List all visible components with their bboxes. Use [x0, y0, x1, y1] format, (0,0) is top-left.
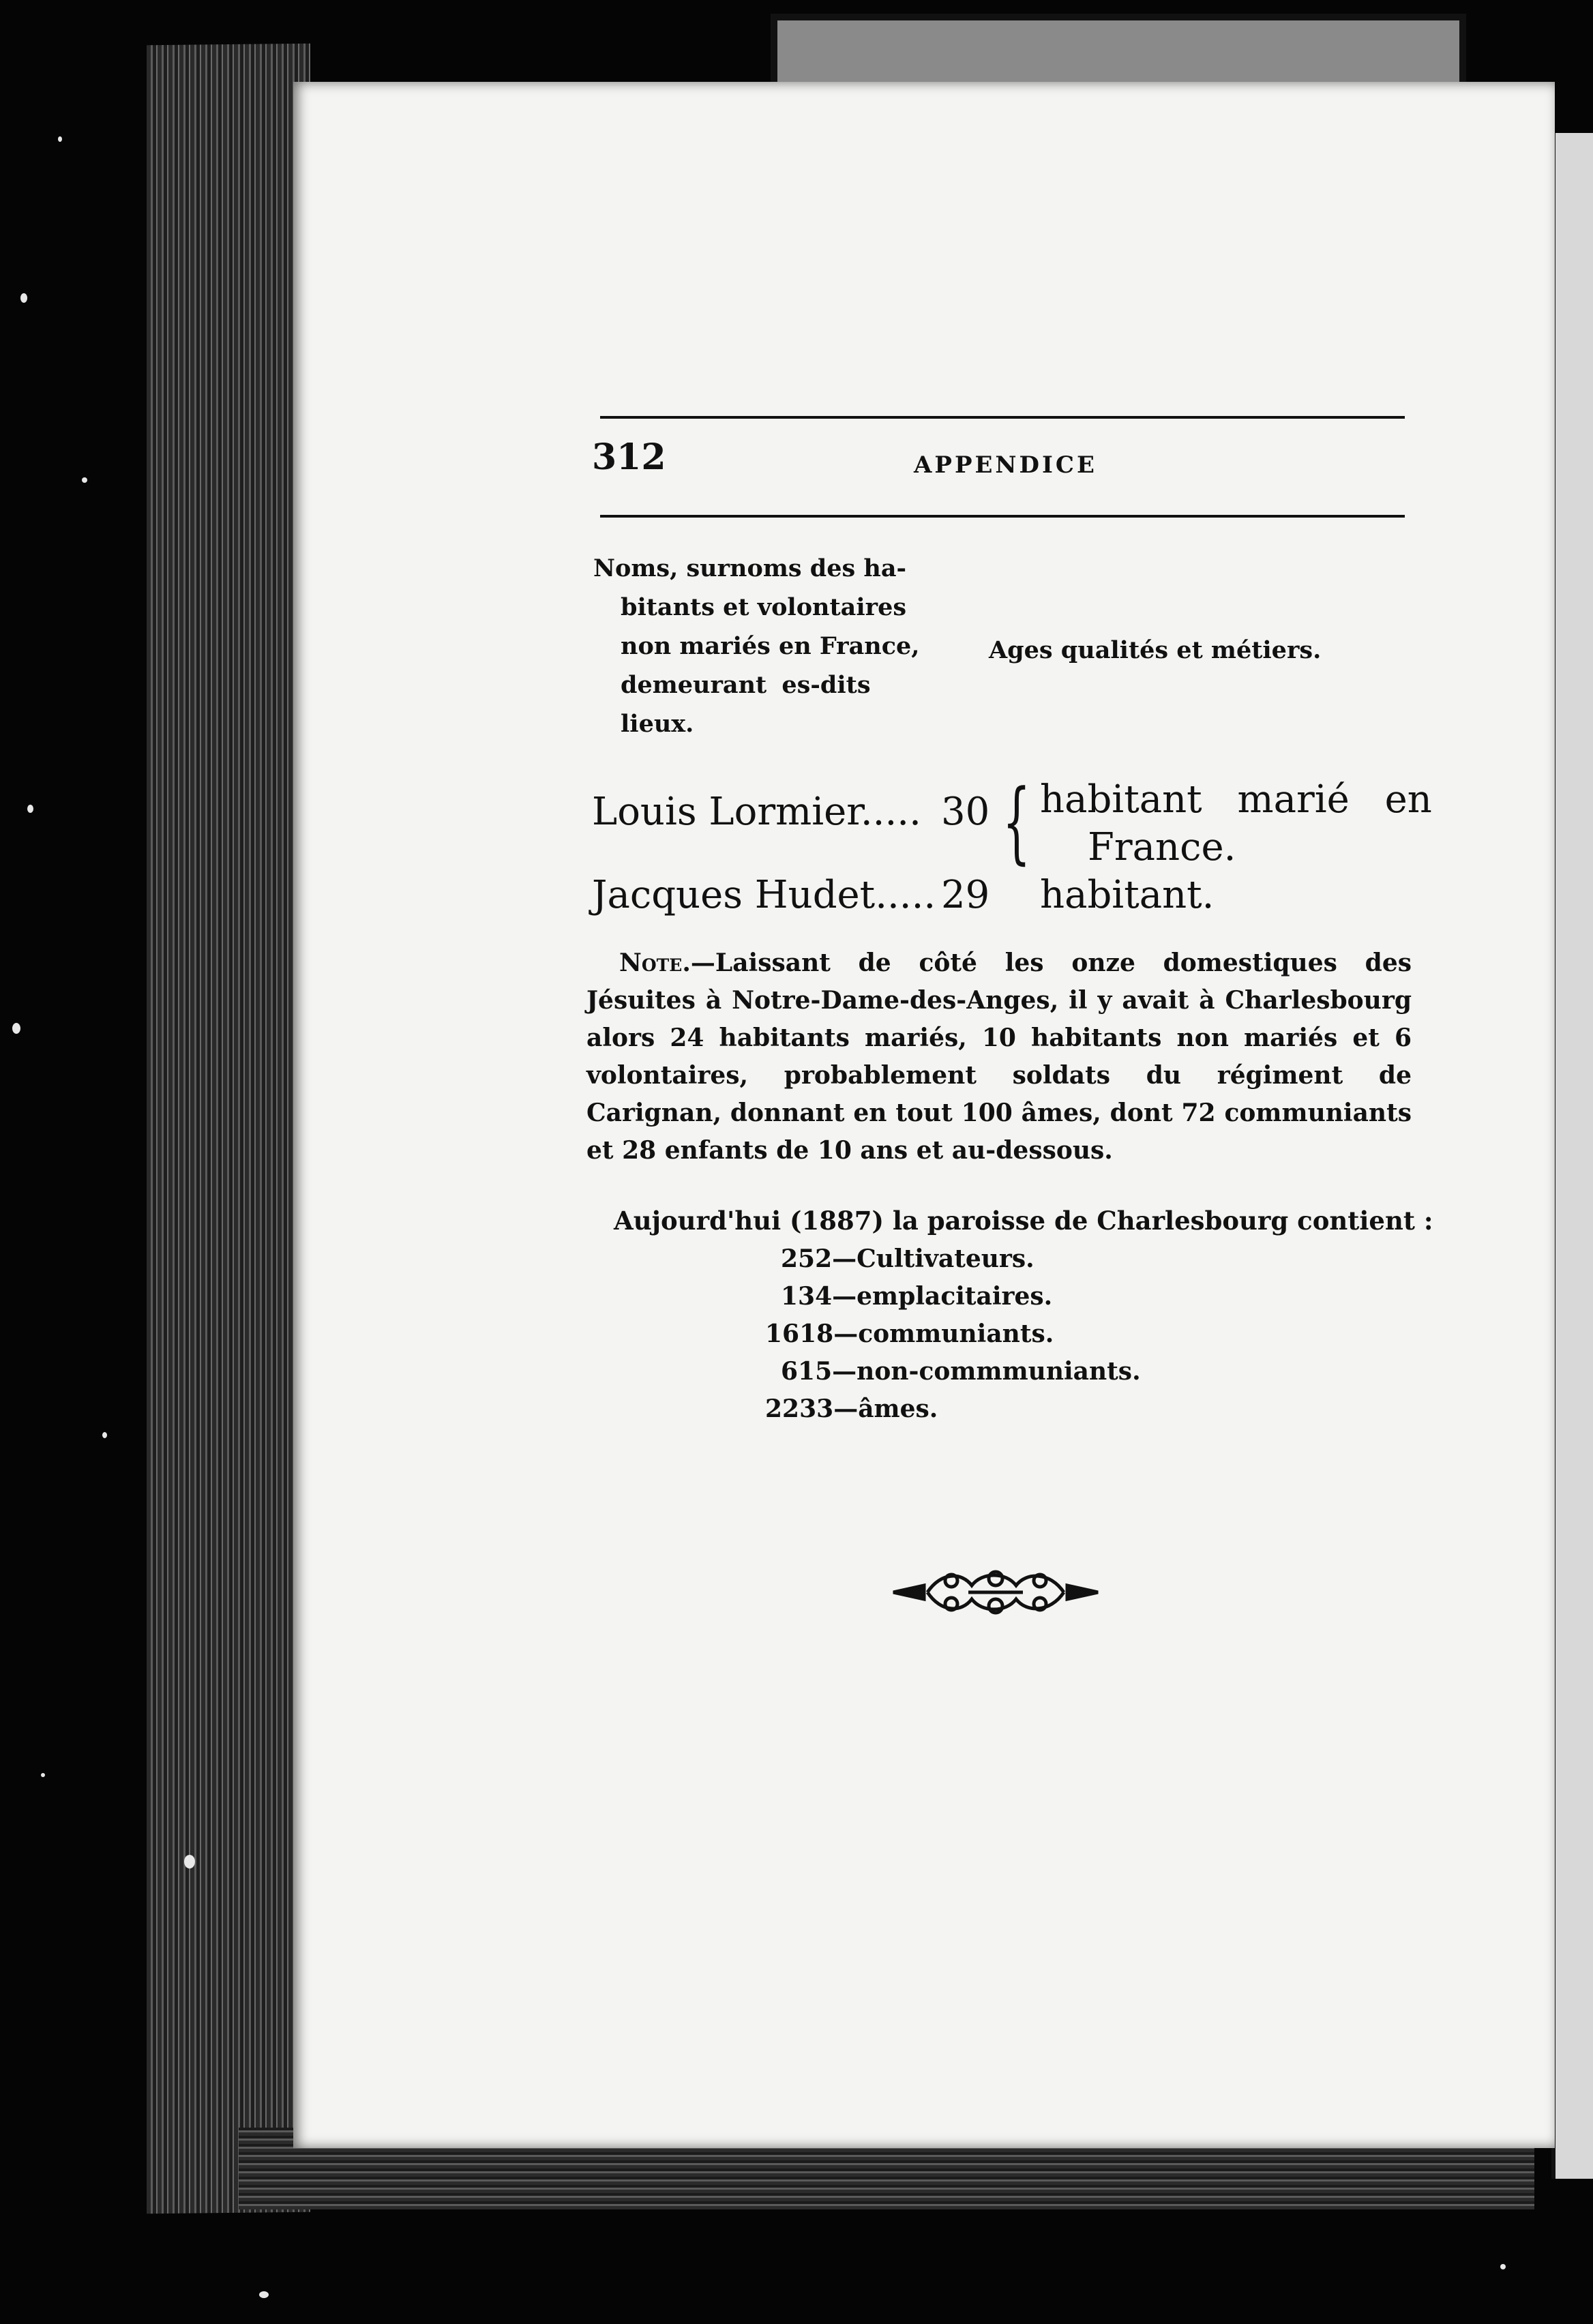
scan-top-tab: [771, 14, 1466, 89]
brace-icon: {: [1002, 770, 1031, 874]
heading-line: demeurant es-dits: [621, 671, 871, 699]
page-number: 312: [592, 436, 666, 478]
entry-name: Jacques Hudet.....: [592, 873, 936, 917]
entry-name: Louis Lormier.....: [592, 790, 921, 834]
header-rule-bottom: [600, 515, 1405, 518]
summary-intro: Aujourd'hui (1887) la paroisse de Charlesbourg contient :: [614, 1206, 1433, 1236]
note-label: Note.: [619, 949, 691, 977]
fleuron-ornament-icon: [887, 1562, 1105, 1623]
column-heading-ages: Ages qualités et métiers.: [989, 636, 1322, 664]
entry-role: habitant marié en: [1040, 777, 1432, 822]
note-paragraph: [586, 944, 1412, 1170]
stat-line: 2233—âmes.: [765, 1395, 938, 1423]
entry-role: habitant.: [1040, 873, 1215, 917]
stat-line: 1618—communiants.: [765, 1320, 1054, 1348]
entry-age: 30: [941, 790, 990, 834]
stat-line: 252—Cultivateurs.: [781, 1245, 1034, 1273]
stat-line: 615—non-commmuniants.: [781, 1357, 1141, 1386]
book-page-edges: [147, 44, 310, 2214]
heading-line: bitants et volontaires: [621, 593, 907, 621]
heading-line: non mariés en France,: [621, 632, 920, 660]
heading-line: Noms, surnoms des ha-: [593, 554, 907, 582]
facing-page-edge: [1551, 133, 1593, 2179]
entry-age: 29: [941, 873, 990, 917]
running-title: APPENDICE: [914, 451, 1097, 479]
heading-line: lieux.: [621, 710, 694, 738]
header-rule-top: [600, 416, 1405, 419]
column-heading-names: [593, 549, 921, 743]
note-text: —Laissant de côté les onze domestiques des Jésuites à Notre-Dame-des-Anges, il y avait à Charlesbourg alors 24 habitants mariés, 10 habitants non mariés et 6 volontaires, probablement soldats du régiment de Carignan, donnant en tout 100 âmes, dont 72 communiants et 28 enfants de 10 ans et au-dessous.: [586, 949, 1412, 1165]
stat-line: 134—emplacitaires.: [781, 1282, 1053, 1311]
entry-role-continued: France.: [1088, 825, 1236, 869]
